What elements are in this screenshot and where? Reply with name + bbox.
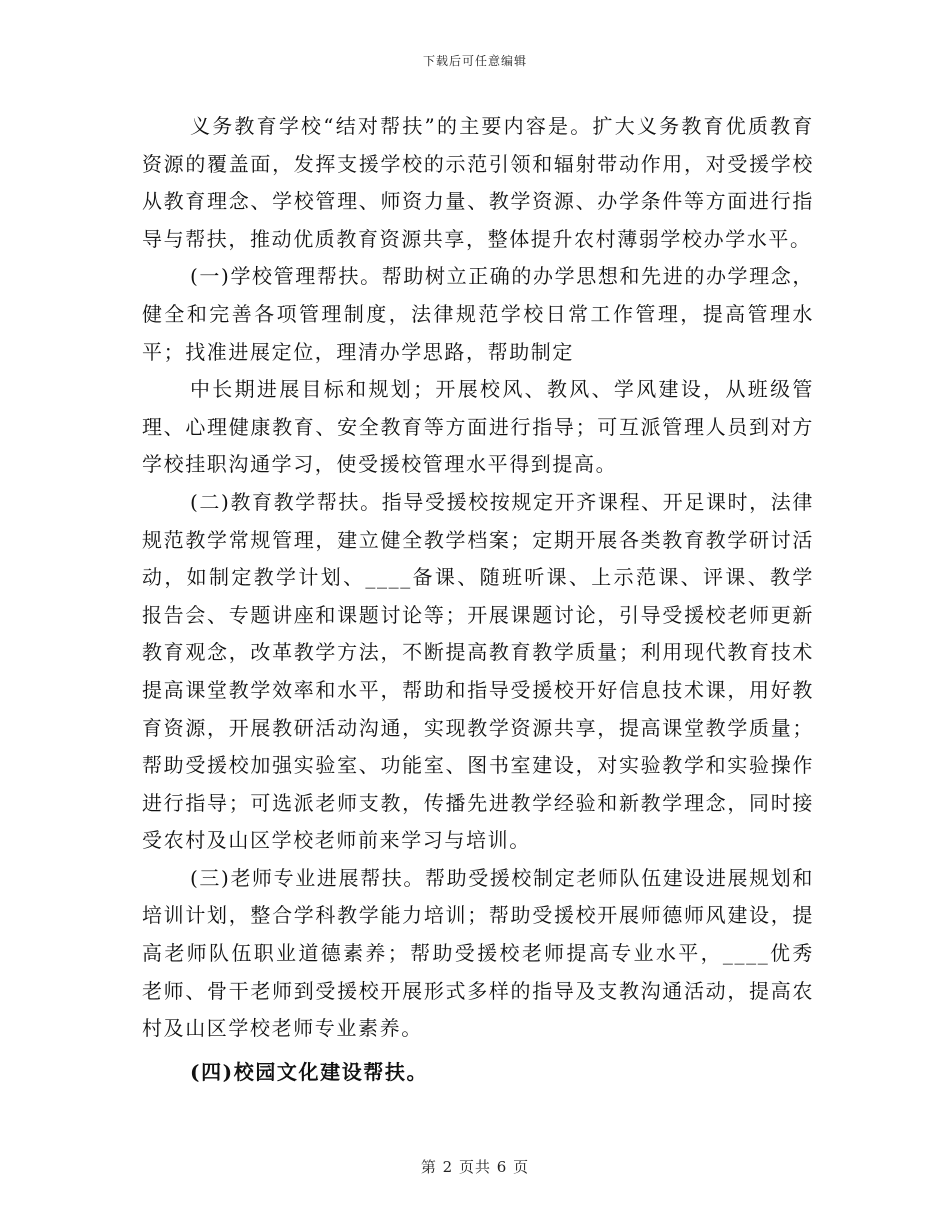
paragraph-teaching-support: (二)教育教学帮扶。指导受援校按规定开齐课程、开足课时，法律规范教学常规管理，建立健全教学档案；定期开展各类教育教学研讨活动，如制定教学计划、____备课、随班听课、上示范课、评课、教学报告会、专题讲座和课题讨论等；开展课题讨论，引导受援校老师更新教育观念，改革教学方法，不断提高教育教学质量；利用现代教育技术提高课堂教学效率和水平，帮助和指导受援校开好信息技术课，用好教育资源，开展教研活动沟通，实现教学资源共享，提高课堂教学质量；帮助受援校加强实验室、功能室、图书室建设，对实验教学和实验操作进行指导；可选派老师支教，传播先进教学经验和新教学理念，同时接受农村及山区学校老师前来学习与培训。 <box>142 489 814 853</box>
document-body <box>142 108 814 1091</box>
paragraph-teacher-development: (三)老师专业进展帮扶。帮助受援校制定老师队伍建设进展规划和培训计划，整合学科教学能力培训；帮助受援校开展师德师风建设，提高老师队伍职业道德素养；帮助受援校老师提高专业水平，____优秀老师、骨干老师到受援校开展形式多样的指导及支教沟通活动，提高农村及山区学校老师专业素养。 <box>142 865 814 1041</box>
page-header: 下载后可任意编辑 <box>422 54 527 68</box>
section-heading-campus-culture: (四)校园文化建设帮扶。 <box>190 1059 429 1084</box>
page-number: 第 2 页共 6 页 <box>420 1158 530 1176</box>
paragraph-school-management: (一)学校管理帮扶。帮助树立正确的办学思想和先进的办学理念，健全和完善各项管理制度，法律规范学校日常工作管理，提高管理水平；找准进展定位，理清办学思路，帮助制定 <box>142 264 814 364</box>
paragraph-intro: 义务教育学校“结对帮扶”的主要内容是。扩大义务教育优质教育资源的覆盖面，发挥支援学校的示范引领和辐射带动作用，对受援学校从教育理念、学校管理、师资力量、教学资源、办学条件等方面进行指导与帮扶，推动优质教育资源共享，整体提升农村薄弱学校办学水平。 <box>142 114 814 251</box>
paragraph-school-management-continued: 中长期进展目标和规划；开展校风、教风、学风建设，从班级管理、心理健康教育、安全教育等方面进行指导；可互派管理人员到对方学校挂职沟通学习，使受援校管理水平得到提高。 <box>142 377 814 477</box>
